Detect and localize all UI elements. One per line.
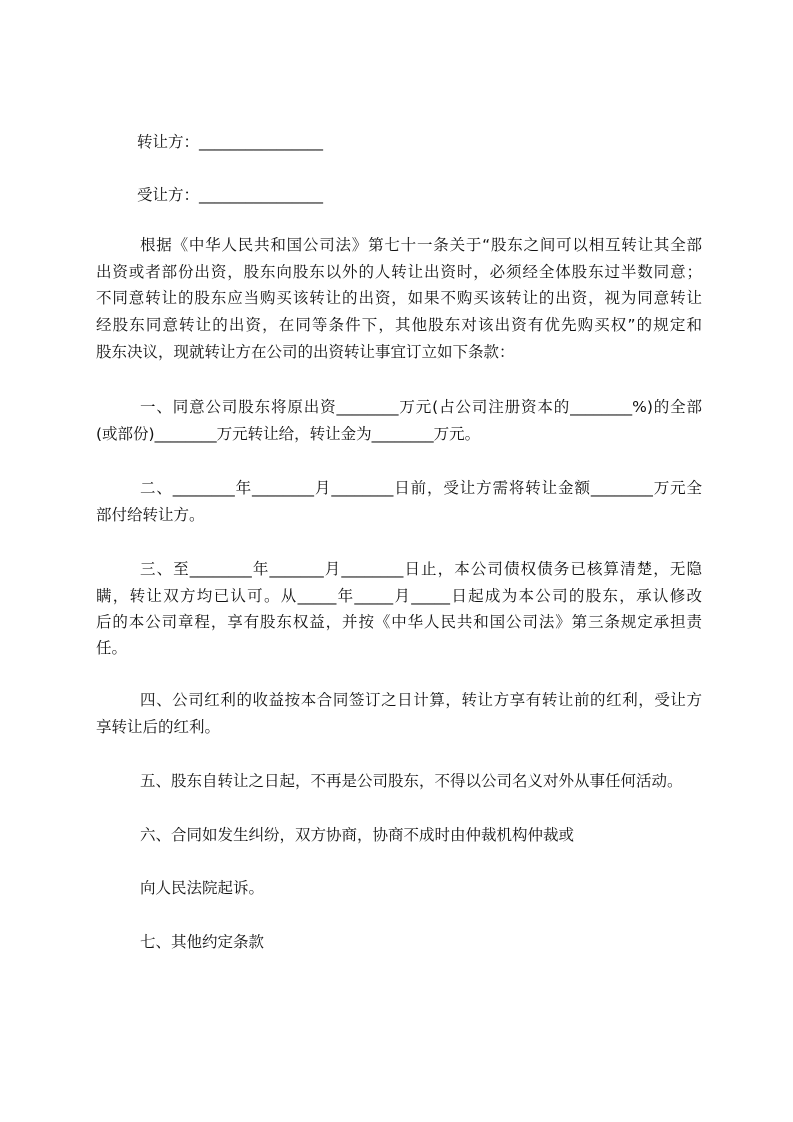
text-line: 出资或者部份出资，股东向股东以外的人转让出资时，必须经全体股东过半数同意；	[96, 263, 702, 281]
text-line: 享转让后的红利。	[96, 718, 221, 736]
text-line: 瞒，转让双方均已认可。从_____年_____月_____日起成为本公司的股东，承认修改	[96, 587, 702, 605]
clause-6: 六、合同如发生纠纷，双方协商，协商不成时由仲裁机构仲裁或	[140, 826, 575, 844]
text-line: (或部份)________万元转让给，转让金为________万元。	[96, 425, 481, 443]
text-line: 四、公司红利的收益按本合同签订之日计算，转让方享有转让前的红利，受让方	[140, 691, 702, 709]
clause-7: 七、其他约定条款	[140, 933, 265, 951]
text-line: 部付给转让方。	[96, 506, 205, 524]
transferee-field: 受让方：________________	[137, 186, 324, 204]
clause-5: 五、股东自转让之日起，不再是公司股东，不得以公司名义对外从事任何活动。	[140, 772, 683, 790]
text-line: 股东决议，现就转让方在公司的出资转让事宜订立如下条款：	[96, 343, 515, 361]
text-line: 二、________年________月________日前，受让方需将转让金额________万元全	[140, 479, 702, 497]
text-line: 任。	[96, 639, 128, 657]
text-line: 不同意转让的股东应当购买该转让的出资，如果不购买该转让的出资，视为同意转让	[96, 289, 702, 307]
text-line: 经股东同意转让的出资，在同等条件下，其他股东对该出资有优先购买权”的规定和	[96, 316, 702, 334]
text-line: 后的本公司章程，享有股东权益，并按《中华人民共和国公司法》第三条规定承担责	[96, 613, 702, 631]
transferor-field: 转让方：________________	[137, 133, 324, 151]
text-line: 三、至________年_______月________日止，本公司债权债务已核算清楚，无隐	[140, 560, 702, 578]
text-line: 根据《中华人民共和国公司法》第七十一条关于“股东之间可以相互转让其全部	[140, 236, 702, 254]
text-line: 一、同意公司股东将原出资________万元(占公司注册资本的________%)的全部	[140, 398, 702, 416]
clause-6-continued: 向人民法院起诉。	[140, 879, 265, 897]
